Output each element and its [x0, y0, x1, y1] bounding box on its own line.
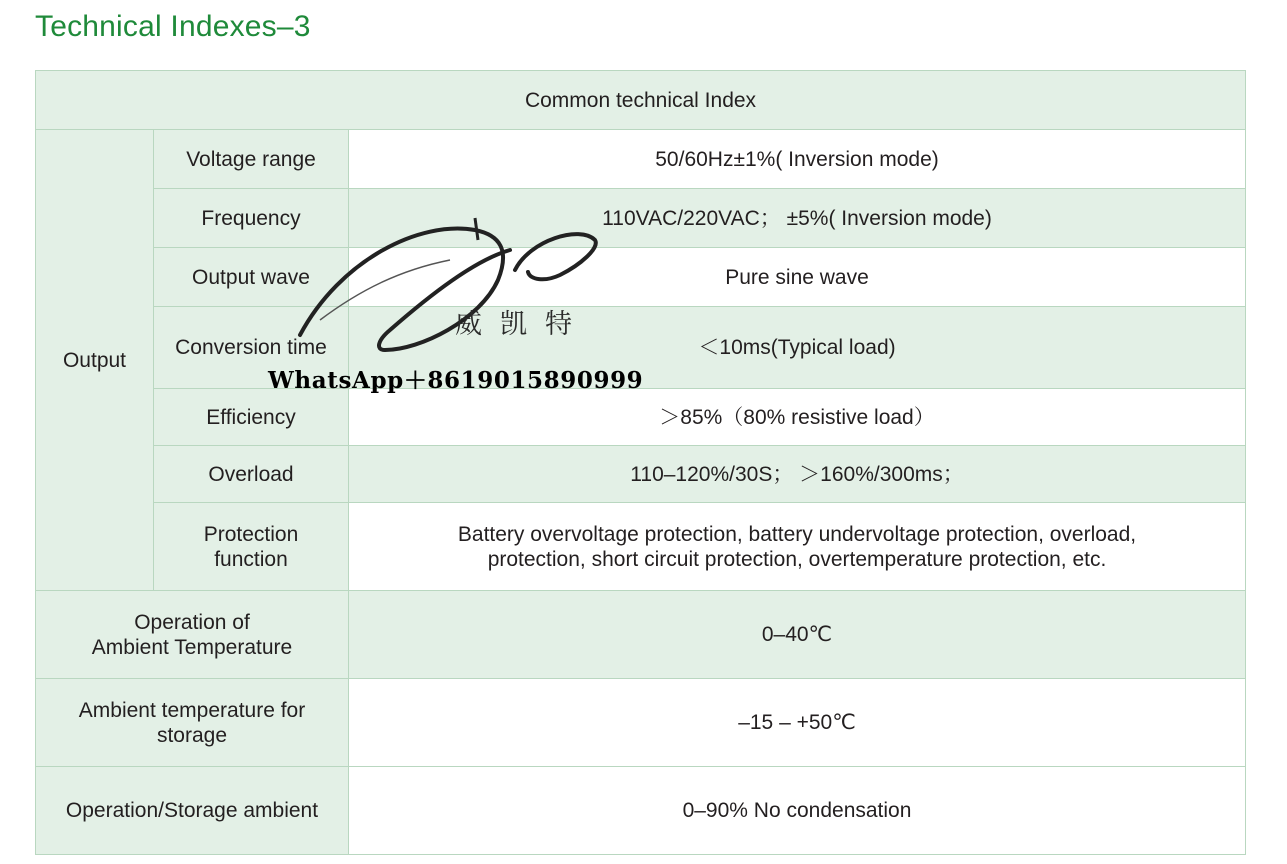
- watermark-whatsapp-text: WhatsApp＋8619015890999: [268, 367, 644, 394]
- technical-index-table: [35, 70, 1246, 855]
- table-row: [36, 130, 1246, 189]
- table-row: [36, 248, 1246, 307]
- row-label-protection-function: [154, 503, 349, 591]
- row-value-voltage-range: 50/60Hz±1%( Inversion mode): [349, 130, 1246, 189]
- row-value-frequency: 110VAC/220VAC； ±5%( Inversion mode): [349, 189, 1246, 248]
- label-line: Operation of: [134, 610, 250, 634]
- row-value-operation-temperature: 0–40℃: [349, 591, 1246, 679]
- table-row: [36, 446, 1246, 503]
- row-label-overload: Overload: [154, 446, 349, 503]
- row-value-output-wave: Pure sine wave: [349, 248, 1246, 307]
- label-line: Protection: [203, 522, 299, 546]
- table-header: Common technical Index: [36, 71, 1246, 130]
- watermark-chinese-text: 威凯特: [455, 309, 590, 340]
- row-value-storage-temperature: –15 – +50℃: [349, 679, 1246, 767]
- label-line: Ambient temperature for: [78, 698, 306, 722]
- table-row: [36, 767, 1246, 855]
- row-label-efficiency: Efficiency: [154, 389, 349, 446]
- label-line: Ambient Temperature: [91, 635, 293, 659]
- value-line: Battery overvoltage protection, battery undervoltage protection, overload,: [457, 522, 1137, 546]
- row-label-operation-temperature: [36, 591, 349, 679]
- value-line: protection, short circuit protection, overtemperature protection, etc.: [487, 547, 1107, 571]
- row-value-conversion-time: ＜10ms(Typical load): [349, 307, 1246, 389]
- row-label-output-wave: Output wave: [154, 248, 349, 307]
- row-label-storage-temperature: [36, 679, 349, 767]
- page-title: Technical Indexes–3: [35, 10, 311, 43]
- table-row: [36, 503, 1246, 591]
- row-value-efficiency: ＞85%（80% resistive load）: [349, 389, 1246, 446]
- label-line: function: [214, 547, 288, 571]
- row-label-conversion-time: Conversion time: [154, 307, 349, 389]
- row-value-overload: 110–120%/30S； ＞160%/300ms；: [349, 446, 1246, 503]
- output-group-label: Output: [36, 130, 154, 591]
- table-row: [36, 389, 1246, 446]
- table-row: [36, 591, 1246, 679]
- table-header-row: [36, 71, 1246, 130]
- row-value-protection-function: [349, 503, 1246, 591]
- row-label-operation-storage-ambient: Operation/Storage ambient: [36, 767, 349, 855]
- table-row: [36, 189, 1246, 248]
- label-line: storage: [156, 723, 228, 747]
- row-label-voltage-range: Voltage range: [154, 130, 349, 189]
- table-row: [36, 679, 1246, 767]
- row-value-operation-storage-ambient: 0–90% No condensation: [349, 767, 1246, 855]
- row-label-frequency: Frequency: [154, 189, 349, 248]
